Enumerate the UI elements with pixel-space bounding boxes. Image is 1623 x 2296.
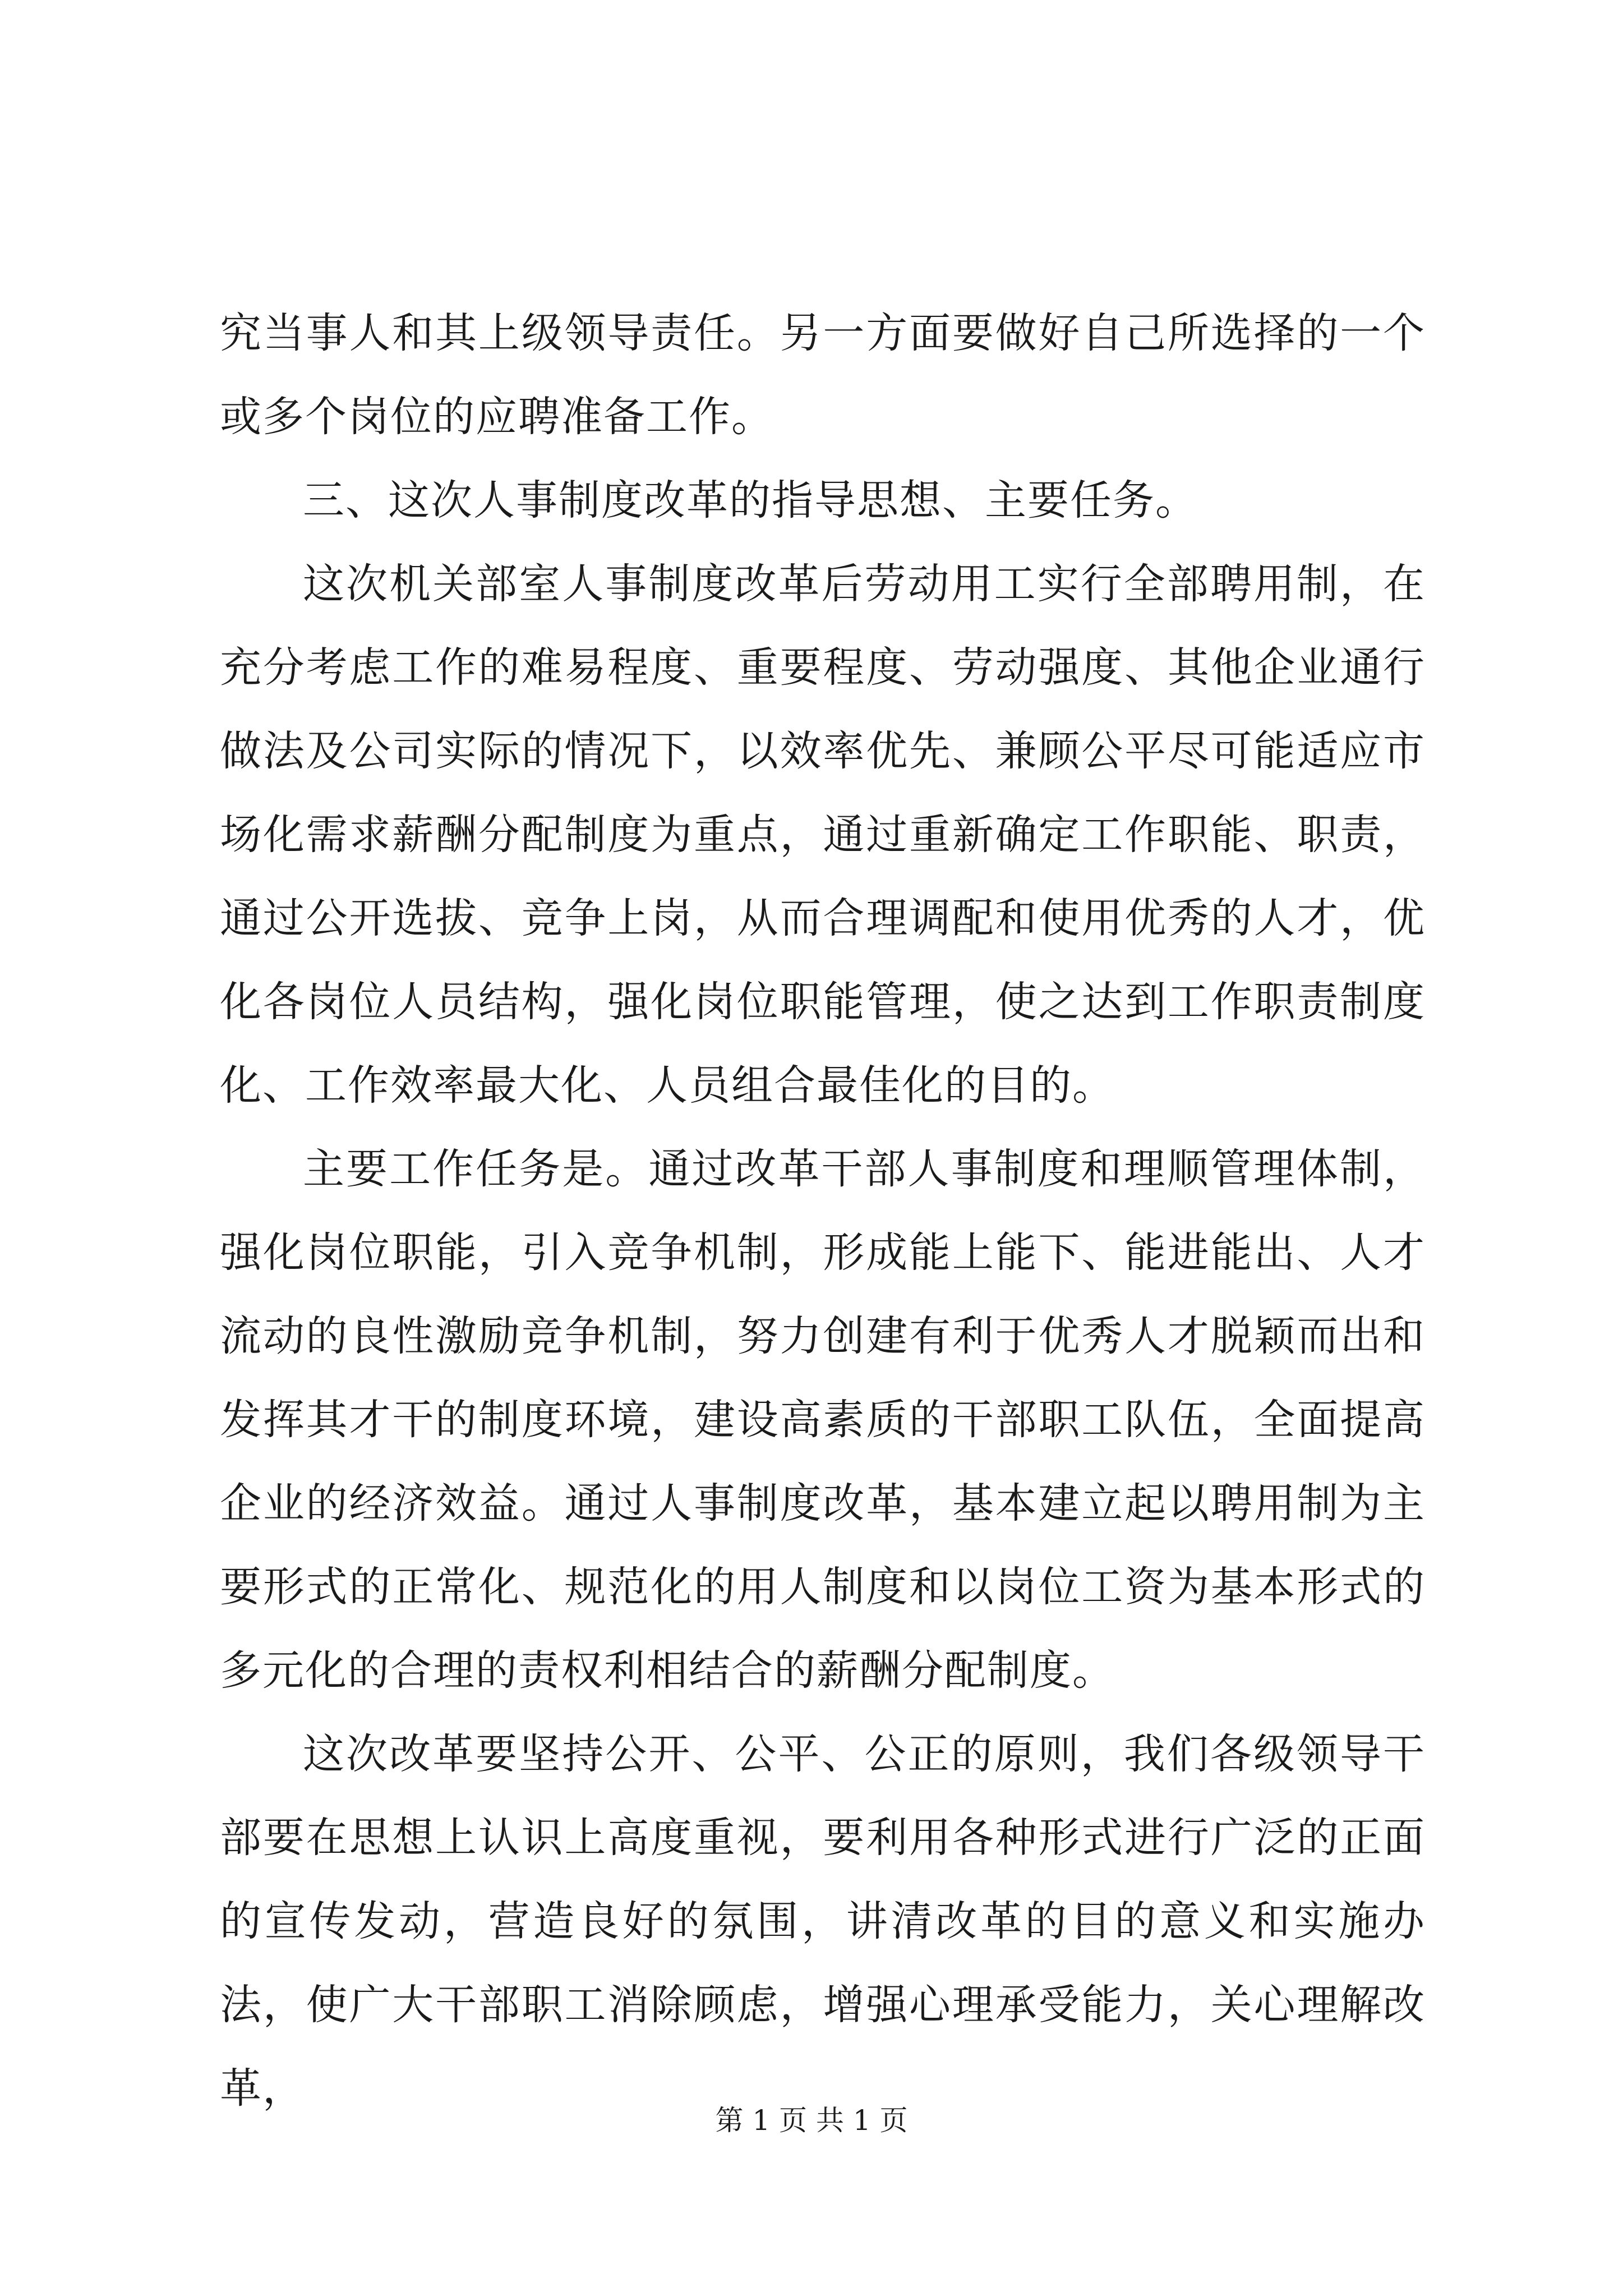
paragraph-principles: 这次改革要坚持公开、公平、公正的原则，我们各级领导干部要在思想上认识上高度重视，要利用各种形式进行广泛的正面的宣传发动，营造良好的氛围，讲清改革的目的意义和实施办法，使广大干部职工消除顾虑，增强心理承受能力，关心理解改革，	[220, 1730, 1426, 2113]
paragraph-continuation: 究当事人和其上级领导责任。另一方面要做好自己所选择的一个或多个岗位的应聘准备工作。	[220, 309, 1426, 441]
section-heading: 三、这次人事制度改革的指导思想、主要任务。	[303, 476, 1198, 524]
paragraph-reform-overview: 这次机关部室人事制度改革后劳动用工实行全部聘用制，在充分考虑工作的难易程度、重要程度、劳动强度、其他企业通行做法及公司实际的情况下，以效率优先、兼顾公平尽可能适应市场化需求薪酬分配制度为重点，通过重新确定工作职能、职责，通过公开选拔、竞争上岗，从而合理调配和使用优秀的人才，优化各岗位人员结构，强化岗位职能管理，使之达到工作职责制度化、工作效率最大化、人员组合最佳化的目的。	[220, 560, 1426, 1110]
document-body	[220, 292, 1426, 2131]
page-footer: 第 1 页 共 1 页	[715, 2104, 908, 2137]
paragraph-main-tasks: 主要工作任务是。通过改革干部人事制度和理顺管理体制，强化岗位职能，引入竞争机制，形成能上能下、能进能出、人才流动的良性激励竞争机制，努力创建有利于优秀人才脱颖而出和发挥其才干的制度环境，建设高素质的干部职工队伍，全面提高企业的经济效益。通过人事制度改革，基本建立起以聘用制为主要形式的正常化、规范化的用人制度和以岗位工资为基本形式的多元化的合理的责权利相结合的薪酬分配制度。	[220, 1145, 1426, 1695]
